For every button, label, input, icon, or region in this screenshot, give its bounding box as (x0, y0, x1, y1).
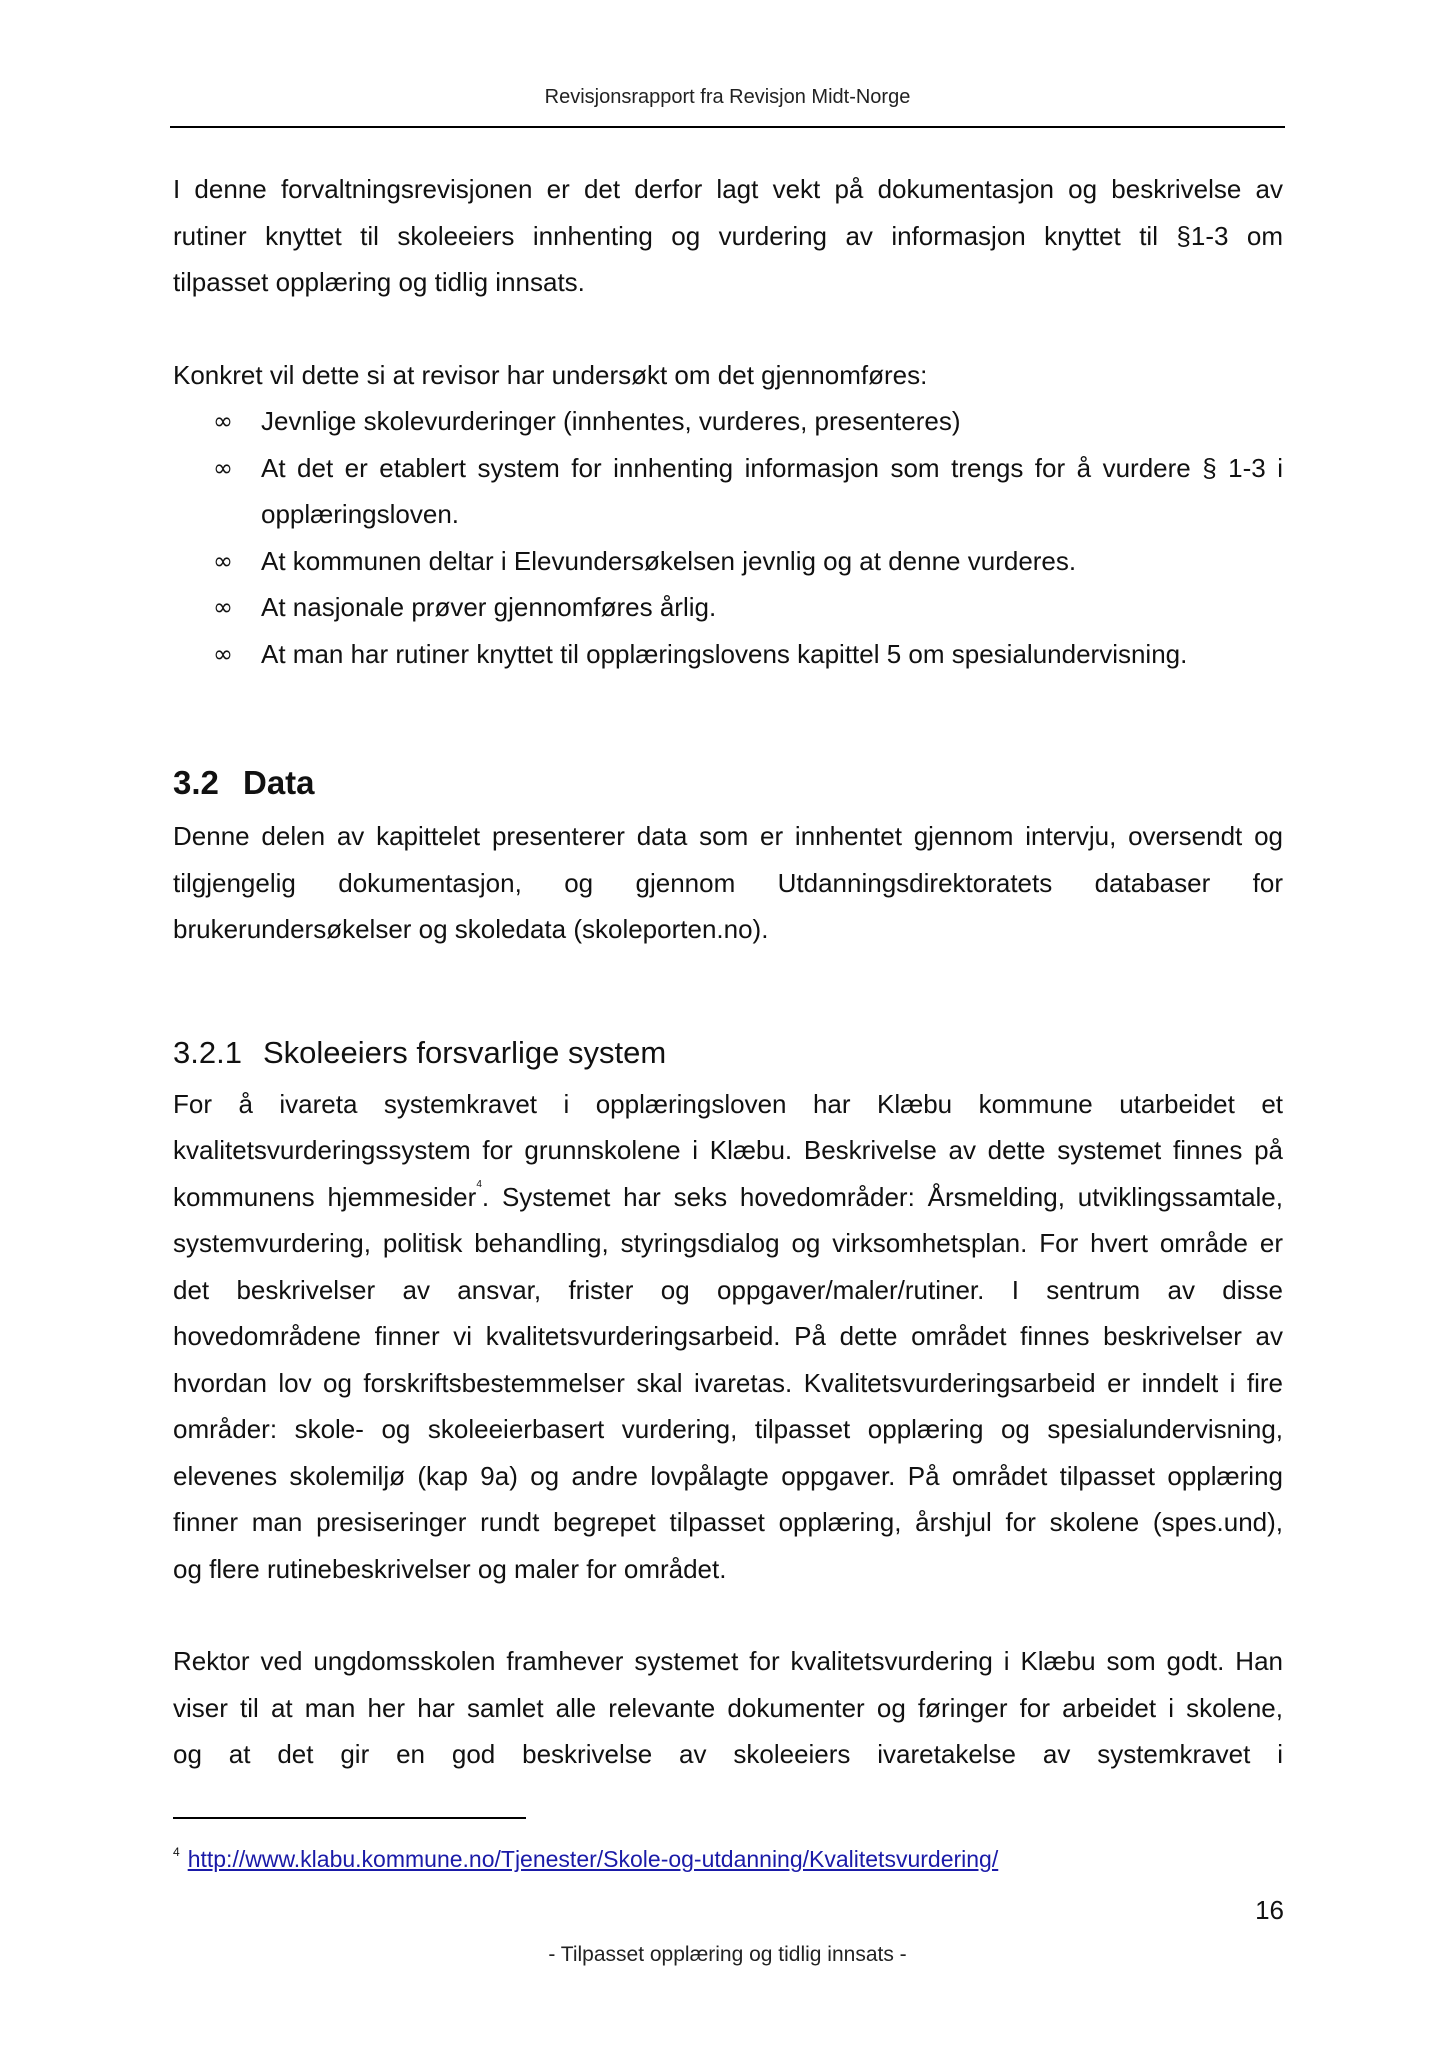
list-item-text: At man har rutiner knyttet til opplæringslovens kapittel 5 om spesialundervisning. (261, 638, 1188, 669)
subsection-p2-line-3: og at det gir en god beskrivelse av skoleeiers ivaretakelse av systemkravet i (173, 1739, 1283, 1769)
subsection-line-3-end: . Systemet har seks hovedområder: Årsmelding, utviklingssamtale, (481, 1181, 1283, 1212)
list-item-text: At det er etablert system for innhenting informasjon som trengs for å vurdere § 1-3 i opplæringsloven. (261, 452, 1283, 529)
running-header: Revisjonsrapport fra Revisjon Midt-Norge (544, 86, 911, 108)
subsection-heading (173, 1025, 1283, 1081)
infinity-bullet-icon: ∞ (213, 546, 233, 575)
subsection-line-3-start: kommunens hjemmesider (173, 1181, 477, 1212)
subsection-p2-line-2: viser til at man her har samlet alle relevante dokumenter og føringer for arbeidet i skolene, (173, 1692, 1283, 1723)
intro-paragraph-2: Konkret vil dette si at revisor har undersøkt om det gjennomføres: (173, 359, 928, 390)
section-title: Data (243, 764, 315, 801)
list-item (173, 631, 1283, 678)
footnote (173, 1846, 998, 1873)
footnote-number: 4 (173, 1845, 180, 1860)
subsection-line-5: det beskrivelser av ansvar, frister og oppgaver/maler/rutiner. I sentrum av disse (173, 1274, 1283, 1305)
list-item-text: At nasjonale prøver gjennomføres årlig. (261, 592, 717, 622)
subsection-number: 3.2.1 (173, 1034, 242, 1070)
infinity-bullet-icon: ∞ (213, 593, 233, 621)
page-body (173, 166, 1283, 1778)
intro-line-2: rutiner knyttet til skoleeiers innhenting og vurdering av informasjon knyttet til §1-3 om (173, 220, 1283, 251)
running-footer: - Tilpasset opplæring og tidlig innsats - (548, 1943, 907, 1966)
intro-line-3: tilpasset opplæring og tidlig innsats. (173, 267, 585, 297)
section-line-2: tilgjengelig dokumentasjon, og gjennom Utdanningsdirektoratets databaser for (173, 867, 1283, 898)
subsection-line-6: hovedområdene finner vi kvalitetsvurderingsarbeid. På dette området finnes beskrivelser av (173, 1321, 1283, 1351)
subsection-line-4: systemvurdering, politisk behandling, styringsdialog og virksomhetsplan. For hvert område er (173, 1228, 1283, 1258)
footnote-rule (173, 1817, 526, 1819)
list-item (173, 398, 1283, 445)
subsection-line-7: hvordan lov og forskriftsbestemmelser skal ivaretas. Kvalitetsvurderingsarbeid er inndelt i fire (173, 1367, 1283, 1398)
bullet-list (173, 398, 1283, 677)
footnote-reference[interactable]: 4 (476, 1178, 482, 1190)
page-number: 16 (1255, 1895, 1284, 1925)
subsection-line-10: finner man presiseringer rundt begrepet tilpasset opplæring, årshjul for skolene (spes.und), (173, 1507, 1283, 1537)
section-number: 3.2 (173, 764, 219, 801)
subsection-line-1: For å ivareta systemkravet i opplæringsloven har Klæbu kommune utarbeidet et (173, 1088, 1283, 1119)
subsection-line-9: elevenes skolemiljø (kap 9a) og andre lovpålagte oppgaver. På området tilpasset opplæring (173, 1460, 1283, 1491)
infinity-bullet-icon: ∞ (213, 639, 233, 668)
infinity-bullet-icon: ∞ (213, 407, 233, 435)
infinity-bullet-icon: ∞ (213, 453, 233, 482)
list-item-text: Jevnlige skolevurderinger (innhentes, vurderes, presenteres) (261, 406, 961, 436)
list-item (173, 538, 1283, 585)
subsection-line-8: områder: skole- og skoleeierbasert vurdering, tilpasset opplæring og spesialundervisning, (173, 1414, 1283, 1444)
list-item-text: At kommunen deltar i Elevundersøkelsen jevnlig og at denne vurderes. (261, 545, 1077, 576)
subsection-line-2: kvalitetsvurderingssystem for grunnskolene i Klæbu. Beskrivelse av dette systemet finnes på (173, 1135, 1283, 1165)
subsection-title: Skoleeiers forsvarlige system (263, 1034, 667, 1070)
header-rule (170, 126, 1285, 128)
intro-line-1: I denne forvaltningsrevisjonen er det derfor lagt vekt på dokumentasjon og beskrivelse av (173, 174, 1283, 204)
subsection-line-11: og flere rutinebeskrivelser og maler for området. (173, 1553, 727, 1584)
section-line-3: brukerundersøkelser og skoledata (skoleporten.no). (173, 914, 769, 944)
list-item (173, 445, 1283, 538)
subsection-p2-line-1: Rektor ved ungdomsskolen framhever systemet for kvalitetsvurdering i Klæbu som godt. Han (173, 1646, 1283, 1676)
section-line-1: Denne delen av kapittelet presenterer data som er innhentet gjennom intervju, oversendt og (173, 821, 1283, 851)
footnote-link[interactable]: http://www.klabu.kommune.no/Tjenester/Skole-og-utdanning/Kvalitetsvurdering/ (187, 1846, 999, 1872)
list-item (173, 584, 1283, 631)
subsection-line-3 (173, 1174, 1283, 1221)
section-heading (173, 753, 1283, 813)
